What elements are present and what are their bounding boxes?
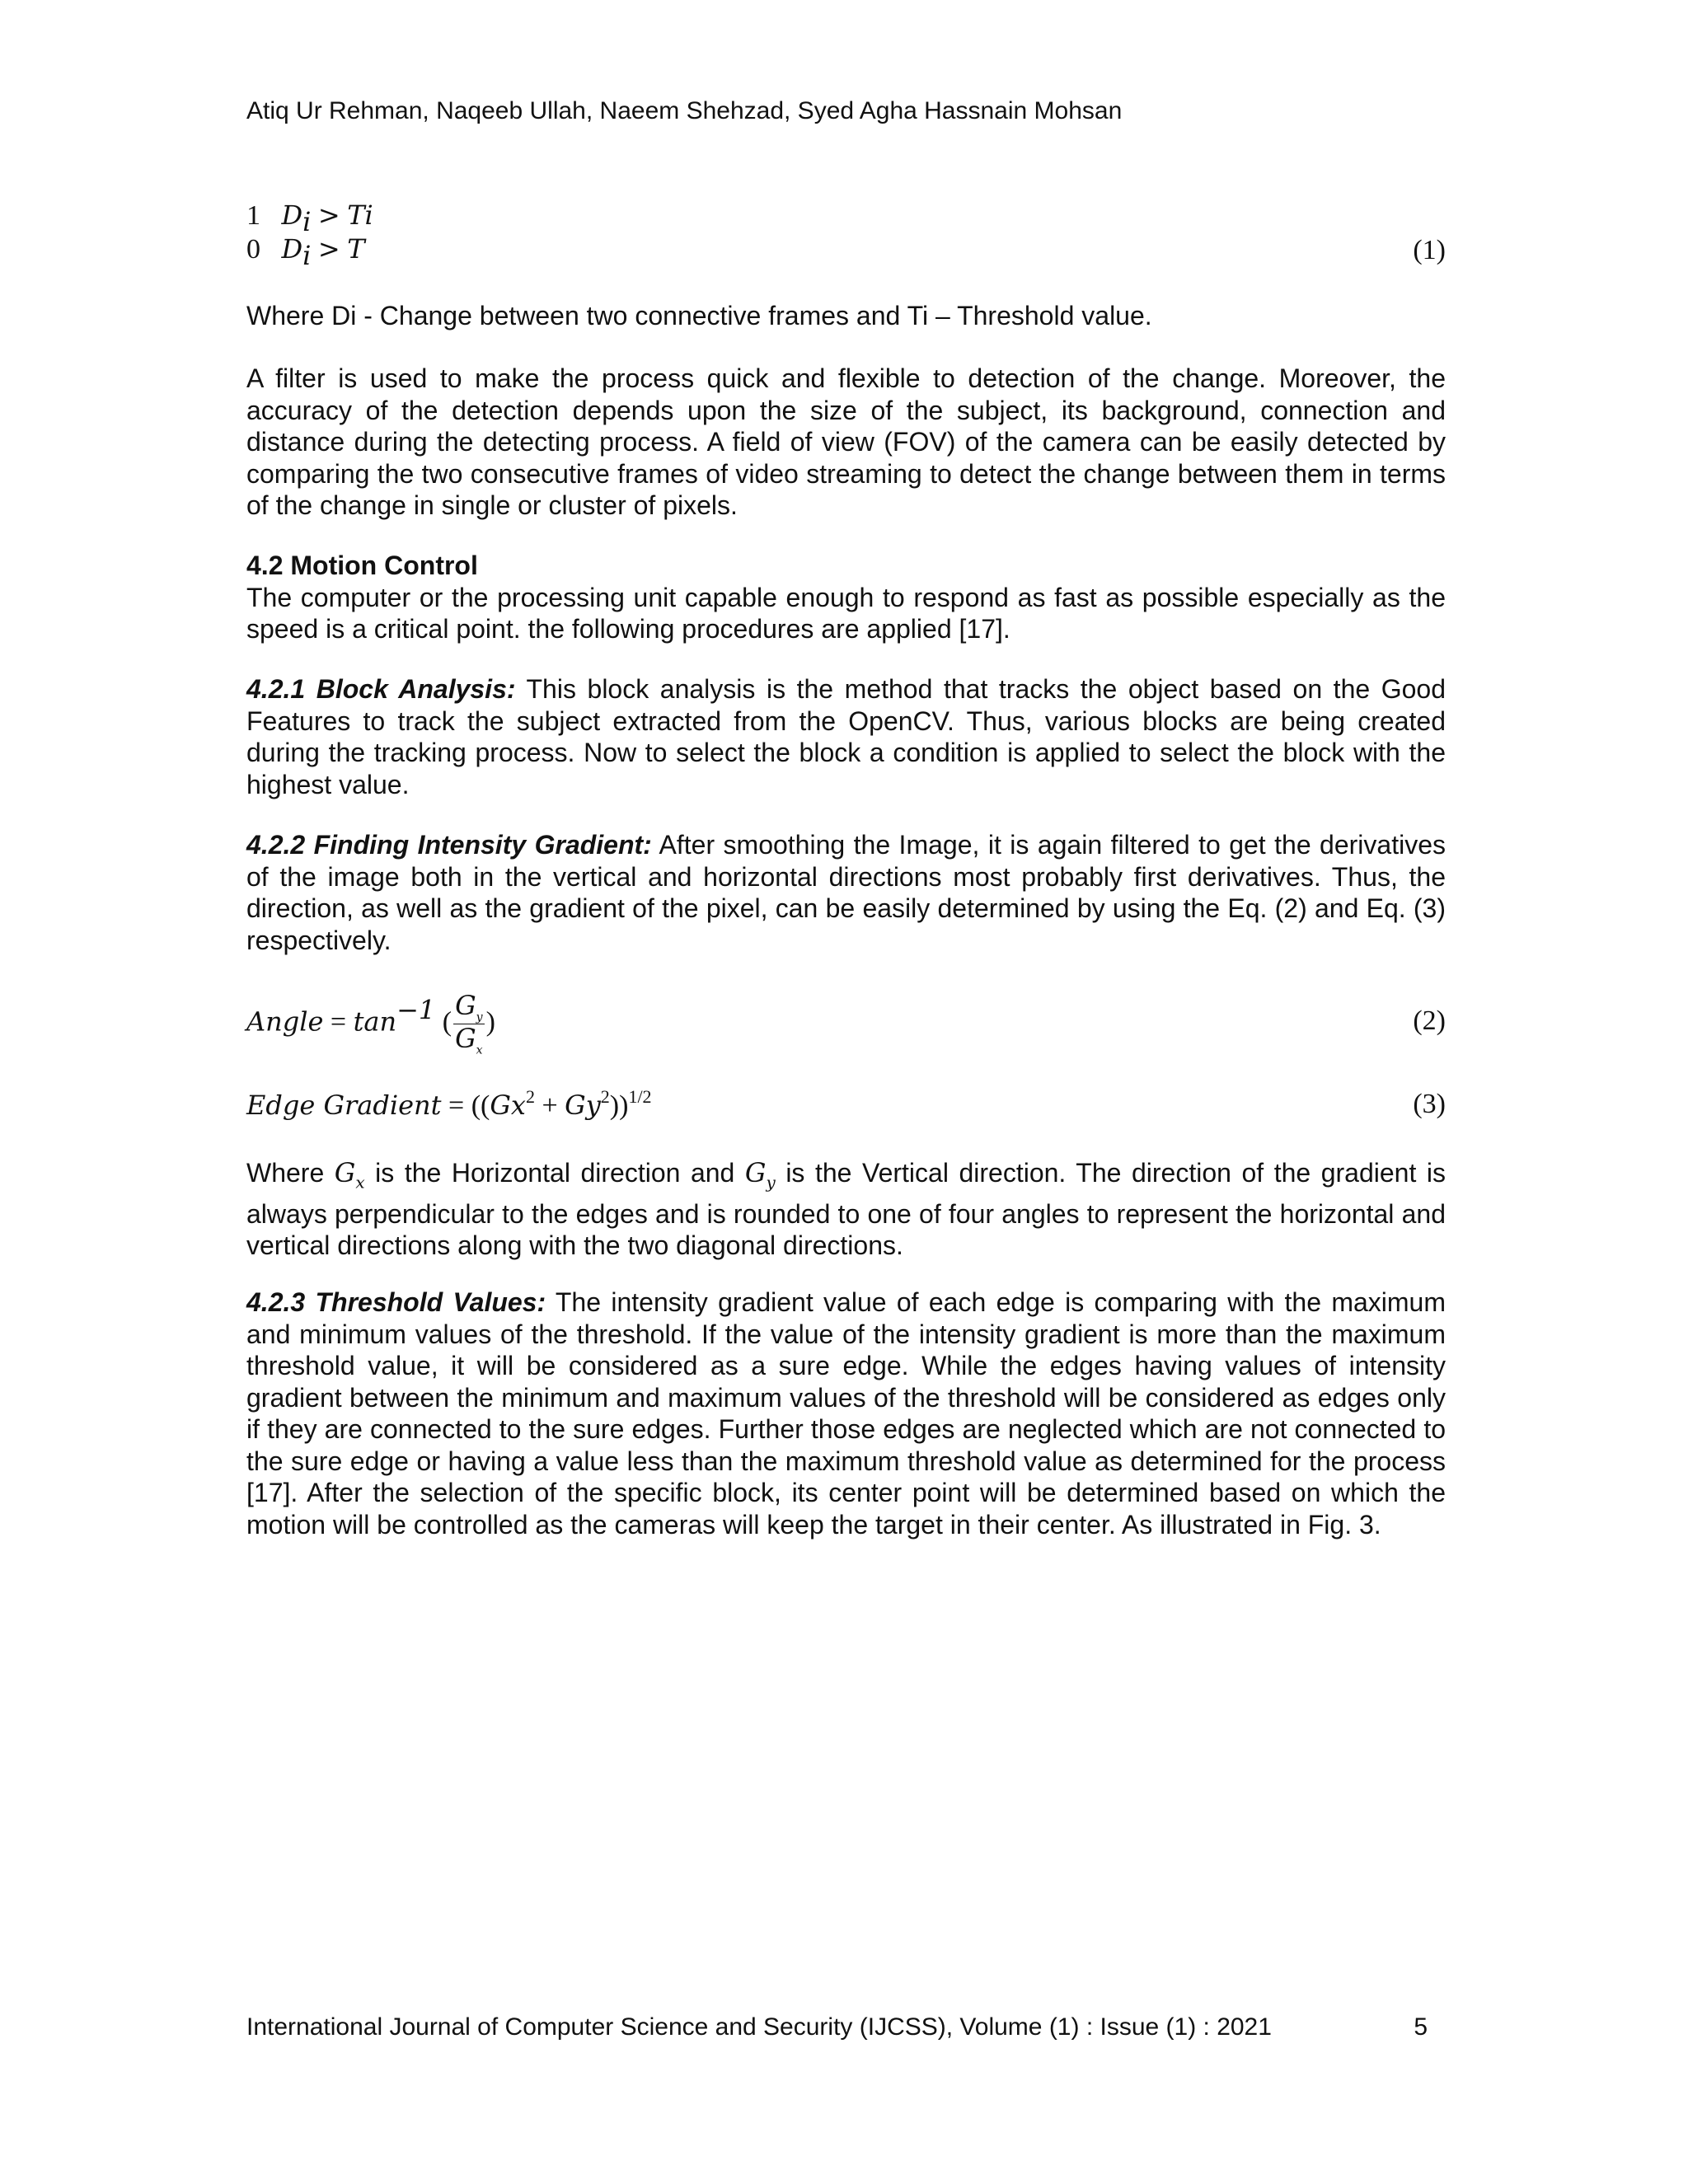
equation-3 (246, 1086, 652, 1122)
section-text: The computer or the processing unit capable enough to respond as fast as possible especially as the speed is a critical point. the following procedures are applied [17]. (246, 582, 1446, 644)
subsection-label: 4.2.3 Threshold Values: (246, 1287, 546, 1317)
eq3-exponent: 1/2 (628, 1086, 652, 1107)
section-4-2 (246, 550, 1446, 645)
eq2-denominator: G (455, 1023, 476, 1055)
subsection-text: After smoothing the Image, it is again filtered to get the derivatives of the image both in the vertical and horizontal directions most probably first derivatives. Thus, the direction, as well as the gradient of the pixel, can be easily determined by using the Eq. (2) and Eq. (3) respectively. (246, 830, 1447, 955)
eq1-row1-value: 1 (246, 200, 260, 231)
subsection-4-2-3 (246, 1286, 1446, 1540)
eq1-row2-op: > (317, 233, 340, 265)
equation-1-row-1 (246, 199, 373, 237)
equation-2-number: (2) (1413, 1005, 1446, 1036)
eq3-lhs: Edge Gradient (246, 1090, 442, 1121)
eq2-lhs: Angle (246, 1005, 324, 1038)
eq2-equals: = (330, 1006, 347, 1038)
text-part: is the Vertical direction. The direction of the gradient is always perpendicular to the edges and is rounded to one of four angles to represent the horizontal and vertical directions along with the two diagonal directions. (246, 1158, 1447, 1261)
eq2-fraction (453, 992, 484, 1057)
eq1-row1-op: > (317, 199, 340, 231)
eq3-plus: + (542, 1090, 558, 1121)
subsection-label: 4.2.1 Block Analysis: (246, 674, 516, 704)
eq1-row2-var: D (281, 233, 303, 265)
eq1-row2-value: 0 (246, 234, 260, 265)
eq3-term-a-exp: 2 (525, 1086, 535, 1107)
paragraph-filter: A filter is used to make the process quick and flexible to detection of the change. Moreover, the accuracy of the detection depends upon the size of the subject, its background, connection and distance during the detecting process. A field of view (FOV) of the camera can be easily detected by comparing the two consecutive frames of video streaming to detect the change between them in terms of the change in single or cluster of pixels. (246, 363, 1446, 520)
text-part: Where (246, 1158, 335, 1188)
subsection-label: 4.2.2 Finding Intensity Gradient: (246, 830, 652, 860)
eq1-row1-sub: i (302, 206, 312, 237)
journal-footer: International Journal of Computer Science and Security (IJCSS), Volume (1) : Issue (1) : 2021 (246, 2013, 1272, 2041)
eq2-exponent: −1 (396, 994, 436, 1026)
where-gx-gy-definition (246, 1157, 1446, 1262)
eq3-open-paren: (( (471, 1090, 490, 1121)
where-di-definition: Where Di - Change between two connective frames and Ti – Threshold value. (246, 301, 1152, 330)
text-part: is the Horizontal direction and (364, 1158, 745, 1188)
gy-subscript: y (766, 1172, 776, 1193)
equation-1-number: (1) (1413, 235, 1446, 265)
eq2-denominator-sub: x (476, 1043, 483, 1057)
eq3-term-a: Gx (490, 1090, 526, 1121)
eq3-close-paren: )) (609, 1090, 629, 1121)
equation-1-row-2 (246, 233, 365, 271)
eq1-row2-sub: i (302, 240, 312, 271)
running-header: Atiq Ur Rehman, Naqeeb Ullah, Naeem Shehzad, Syed Agha Hassnain Mohsan (246, 97, 1123, 124)
eq1-row1-rhs: Ti (347, 199, 373, 231)
eq2-numerator: G (455, 990, 476, 1021)
gx-subscript: x (355, 1172, 365, 1193)
section-heading: 4.2 Motion Control (246, 551, 478, 580)
eq2-function: tan (353, 1005, 397, 1038)
equation-2: Angle = $\tan^{-1}$ ( $\frac{G_y}{G_x}$ ) (246, 990, 495, 1057)
eq2-numerator-sub: y (476, 1010, 483, 1024)
subsection-4-2-2 (246, 829, 1446, 956)
subsection-text: This block analysis is the method that tracks the object based on the Good Features to track the subject extracted from the OpenCV. Thus, various blocks are being created during the tracking process. Now to select the block a condition is applied to select the block with the highest value. (246, 674, 1447, 799)
eq3-term-b-exp: 2 (600, 1086, 610, 1107)
eq1-row2-rhs: T (347, 233, 365, 265)
eq1-row1-var: D (281, 199, 303, 231)
subsection-4-2-1 (246, 673, 1446, 800)
eq3-term-b: Gy (565, 1090, 601, 1121)
gy-symbol: G (744, 1157, 767, 1188)
gx-symbol: G (334, 1157, 356, 1188)
page-number: 5 (1414, 2013, 1428, 2041)
equation-3-number: (3) (1413, 1089, 1446, 1119)
subsection-text: The intensity gradient value of each edge is comparing with the maximum and minimum values of the threshold. If the value of the intensity gradient is more than the maximum threshold value, it will be considered as a sure edge. While the edges having values of intensity gradient between the minimum and maximum values of the threshold will be considered as edges only if they are connected to the sure edges. Further those edges are neglected which are not connected to the sure edge or having a value less than the maximum threshold value as determined for the process [17]. After the selection of the specific block, its center point will be determined based on which the motion will be controlled as the cameras will keep the target in their center. As illustrated in Fig. 3. (246, 1287, 1447, 1540)
eq3-equals: = (448, 1090, 465, 1121)
